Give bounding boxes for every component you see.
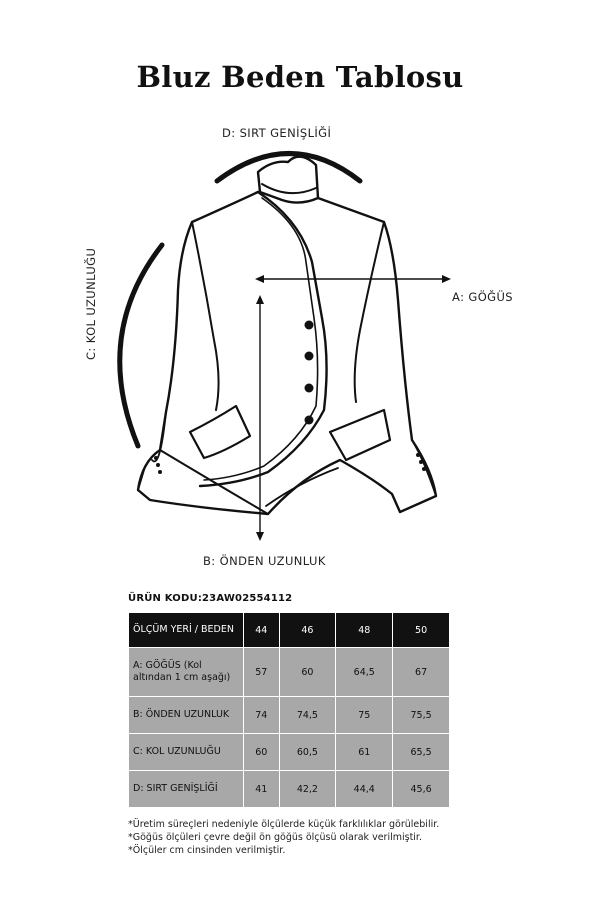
size-col: 46 xyxy=(279,613,336,648)
footnote: *Ölçüler cm cinsinden verilmiştir. xyxy=(128,845,286,856)
row-label: A: GÖĞÜS (Kol altından 1 cm aşağı) xyxy=(129,648,244,697)
table-cell: 61 xyxy=(336,734,393,771)
table-cell: 67 xyxy=(393,648,450,697)
button xyxy=(305,384,314,393)
button xyxy=(305,416,314,425)
table-cell: 74 xyxy=(244,697,280,734)
page-title: Bluz Beden Tablosu xyxy=(136,60,464,94)
front-wrap-edge xyxy=(200,192,327,486)
sleeve-length-arc xyxy=(120,245,162,446)
table-cell: 57 xyxy=(244,648,280,697)
label-chest: A: GÖĞÜS xyxy=(452,290,513,304)
row-label: C: KOL UZUNLUĞU xyxy=(129,734,244,771)
size-table-header xyxy=(129,613,450,648)
table-cell: 42,2 xyxy=(279,771,336,808)
table-cell: 41 xyxy=(244,771,280,808)
table-cell: 75 xyxy=(336,697,393,734)
table-cell: 60 xyxy=(279,648,336,697)
footnotes xyxy=(128,818,439,857)
label-sleeve-length: C: KOL UZUNLUĞU xyxy=(84,247,98,360)
table-cell: 44,4 xyxy=(336,771,393,808)
right-pocket-flap xyxy=(330,410,390,460)
table-row xyxy=(129,648,450,697)
footnote: *Göğüs ölçüleri çevre değil ön göğüs ölçüsü olarak verilmiştir. xyxy=(128,832,422,843)
buttons xyxy=(154,321,426,475)
table-cell: 60 xyxy=(244,734,280,771)
table-row xyxy=(129,734,450,771)
table-cell: 75,5 xyxy=(393,697,450,734)
left-pocket-flap xyxy=(190,406,250,458)
row-label: D: SIRT GENİŞLİĞİ xyxy=(129,771,244,808)
row-label: B: ÖNDEN UZUNLUK xyxy=(129,697,244,734)
header-label: ÖLÇÜM YERİ / BEDEN xyxy=(129,613,244,648)
table-cell: 45,6 xyxy=(393,771,450,808)
size-table xyxy=(128,612,450,808)
table-cell: 65,5 xyxy=(393,734,450,771)
size-col: 48 xyxy=(336,613,393,648)
button xyxy=(305,352,314,361)
button xyxy=(305,321,314,330)
footnote: *Üretim süreçleri nedeniyle ölçülerde küçük farklılıklar görülebilir. xyxy=(128,819,440,830)
table-row xyxy=(129,697,450,734)
label-front-length: B: ÖNDEN UZUNLUK xyxy=(203,554,326,568)
back-width-arc xyxy=(217,154,360,182)
size-col: 50 xyxy=(393,613,450,648)
label-back-width: D: SIRT GENİŞLİĞİ xyxy=(222,126,332,140)
collar-outline xyxy=(258,157,318,203)
table-cell: 60,5 xyxy=(279,734,336,771)
size-col: 44 xyxy=(244,613,280,648)
product-code: ÜRÜN KODU:23AW02554112 xyxy=(128,593,293,604)
blouse-body-outline xyxy=(138,192,436,514)
table-row xyxy=(129,771,450,808)
table-cell: 64,5 xyxy=(336,648,393,697)
table-cell: 74,5 xyxy=(279,697,336,734)
